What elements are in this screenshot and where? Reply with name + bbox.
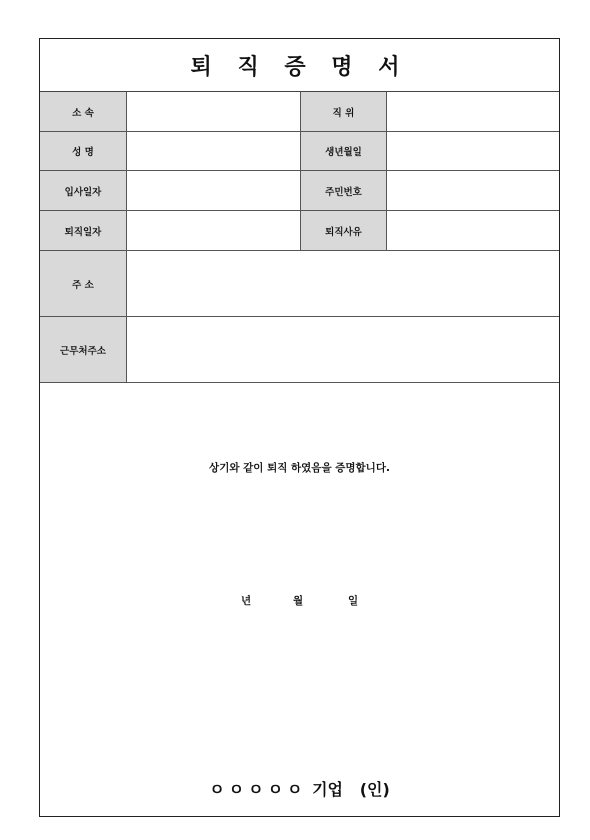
value-resignation-date[interactable] bbox=[127, 211, 301, 251]
label-resident-number: 주민번호 bbox=[301, 171, 387, 211]
date-year: 년 bbox=[241, 595, 252, 607]
certification-statement: 상기와 같이 퇴직 하였음을 증명합니다. bbox=[209, 462, 390, 474]
company-seal: (인) bbox=[359, 780, 390, 799]
label-name: 성 명 bbox=[40, 132, 127, 171]
value-address[interactable] bbox=[127, 251, 559, 317]
value-resident-number[interactable] bbox=[387, 171, 559, 211]
label-workplace-address: 근무처주소 bbox=[40, 317, 127, 383]
value-workplace-address[interactable] bbox=[127, 317, 559, 383]
value-name[interactable] bbox=[127, 132, 301, 171]
value-department[interactable] bbox=[127, 92, 301, 132]
date-day: 일 bbox=[348, 595, 359, 607]
document-title: 퇴 직 증 명 서 bbox=[40, 39, 559, 92]
value-birthdate[interactable] bbox=[387, 132, 559, 171]
label-position: 직 위 bbox=[301, 92, 387, 132]
value-hire-date[interactable] bbox=[127, 171, 301, 211]
label-resignation-reason: 퇴직사유 bbox=[301, 211, 387, 251]
label-department: 소 속 bbox=[40, 92, 127, 132]
label-address: 주 소 bbox=[40, 251, 127, 317]
label-birthdate: 생년월일 bbox=[301, 132, 387, 171]
value-position[interactable] bbox=[387, 92, 559, 132]
company-name: 기업 bbox=[312, 780, 343, 799]
company-name-placeholder: ㅇㅇㅇㅇㅇ bbox=[209, 780, 307, 799]
company-signature bbox=[40, 777, 559, 800]
label-hire-date: 입사일자 bbox=[40, 171, 127, 211]
label-resignation-date: 퇴직일자 bbox=[40, 211, 127, 251]
date-line bbox=[40, 593, 559, 609]
date-month: 월 bbox=[293, 595, 304, 607]
value-resignation-reason[interactable] bbox=[387, 211, 559, 251]
certificate-form bbox=[39, 38, 560, 817]
